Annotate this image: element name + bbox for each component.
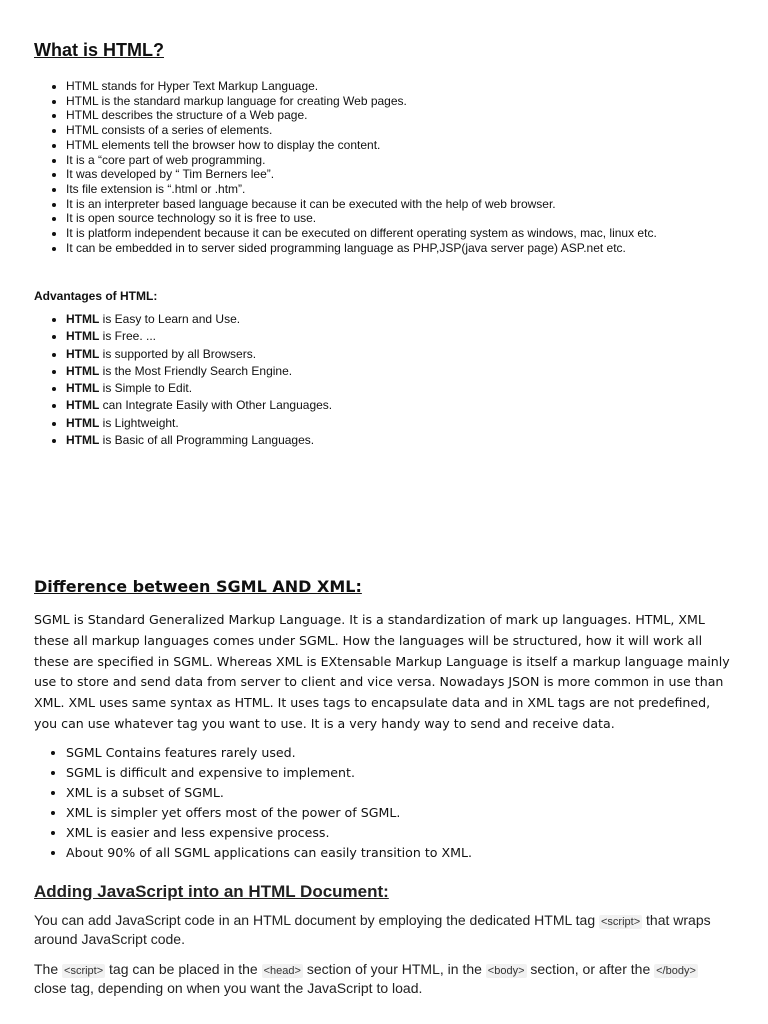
advantages-heading: Advantages of HTML: [34,289,158,303]
section-title-sgml-xml: Difference between SGML AND XML: [34,577,362,596]
keyword-html: HTML [66,415,100,430]
list-item [66,415,332,432]
list-item-text: is Basic of all Programming Languages. [99,433,315,448]
inline-code: <script> [64,965,104,977]
list-item [66,432,332,449]
section-title-what-is-html: What is HTML? [34,40,164,60]
list-item: • SGML Contains features rarely used. [66,743,472,763]
list-item: • HTML stands for Hyper Text Markup Language. [66,79,657,94]
text-run: The [34,961,63,977]
list-item [66,363,332,380]
list-item: • HTML consists of a series of elements. [66,123,657,138]
list-item: • SGML is difficult and expensive to implement. [66,763,472,783]
keyword-html: HTML [66,381,100,396]
list-item [66,380,332,397]
list-item: • It can be embedded in to server sided programming language as PHP,JSP(java server page) ASP.net etc. [66,241,657,256]
list-item-text: is Lightweight. [99,415,179,430]
text-run: tag can be placed in the [105,961,262,977]
list-item: • It is platform independent because it can be executed on different operating system as windows, mac, linux etc. [66,226,657,241]
list-item: • It is a “core part of web programming. [66,153,657,168]
list-item: • HTML describes the structure of a Web page. [66,108,657,123]
list-item-text: is Free. ... [99,329,157,344]
text-run: section, or after the [526,961,655,977]
list-item: • It is an interpreter based language because it can be executed with the help of web browser. [66,197,657,212]
list-item: • Its file extension is “.html or .htm”. [66,182,657,197]
javascript-paragraph-2 [34,961,734,997]
list-item-text: is the Most Friendly Search Engine. [99,363,293,378]
keyword-html: HTML [66,312,100,326]
list-item: • HTML elements tell the browser how to display the content. [66,138,657,153]
inline-code: </body> [656,965,696,977]
list-item: • XML is simpler yet offers most of the power of SGML. [66,803,472,823]
html-facts-list [46,79,657,255]
list-item-text: can Integrate Easily with Other Languages. [99,398,333,413]
list-item: • XML is a subset of SGML. [66,783,472,803]
advantages-list [46,311,332,449]
list-item: • About 90% of all SGML applications can easily transition to XML. [66,843,472,863]
list-item [66,346,332,363]
text-run: that wraps around JavaScript code. [34,912,711,947]
list-item-text: is supported by all Browsers. [99,346,257,361]
list-item: • It is open source technology so it is free to use. [66,211,657,226]
keyword-html: HTML [66,398,100,413]
list-item-text: is Simple to Edit. [99,381,193,396]
list-item: • It was developed by “ Tim Berners lee”. [66,167,657,182]
keyword-html: HTML [66,363,100,378]
list-item [66,328,332,345]
inline-code: <script> [601,916,641,928]
keyword-html: HTML [66,329,100,344]
list-item-text: is Easy to Learn and Use. [99,312,241,326]
section-title-adding-javascript: Adding JavaScript into an HTML Document: [34,882,389,901]
inline-code: <body> [487,965,525,977]
keyword-html: HTML [66,346,100,361]
text-run: close tag, depending on when you want the JavaScript to load. [34,980,423,996]
javascript-paragraph-1 [34,912,734,948]
list-item [66,397,332,414]
keyword-html: HTML [66,433,100,448]
inline-code: <head> [263,965,301,977]
text-run: section of your HTML, in the [302,961,486,977]
sgml-xml-paragraph: SGML is Standard Generalized Markup Language. It is a standardization of mark up languages. HTML, XML these all markup languages comes under SGML. How the languages will be structured, how it will work all these are specified in SGML. Whereas XML is EXtensable Markup Language is itself a markup language mainly use to store and send data from server to client and vice versa. Nowadays JSON is more common in use than XML. XML uses same syntax as HTML. It uses tags to encapsulate data and in XML tags are not predefined, you can use whatever tag you want to use. It is a very handy way to send and receive data. [34,612,730,731]
sgml-xml-list [46,743,472,864]
list-item: • HTML is the standard markup language for creating Web pages. [66,94,657,109]
list-item [66,311,332,328]
text-run: You can add JavaScript code in an HTML document by employing the dedicated HTML tag [34,912,599,928]
list-item: • XML is easier and less expensive process. [66,823,472,843]
